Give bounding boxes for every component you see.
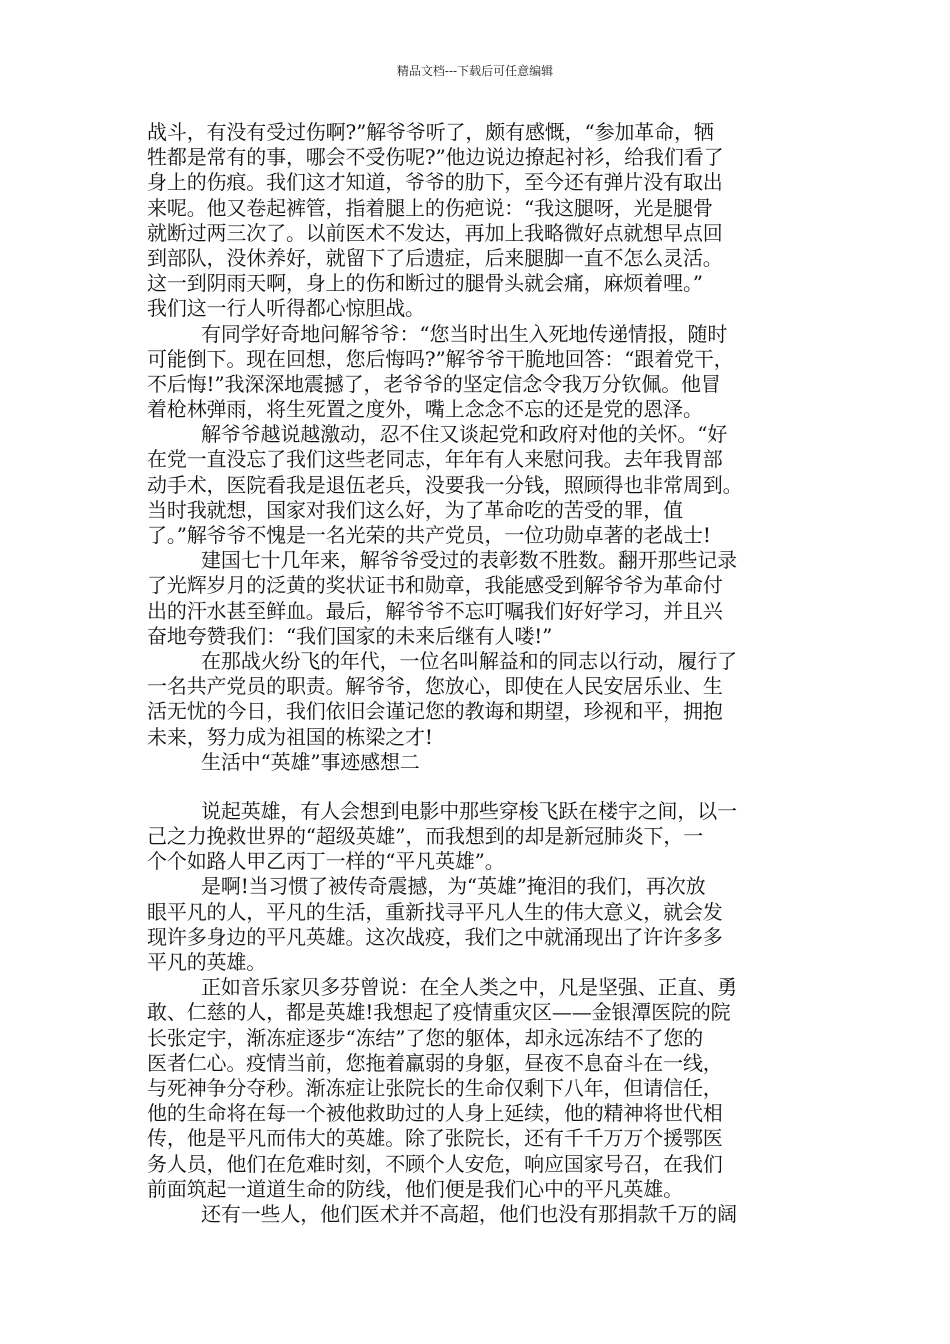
- text-line: 务人员，他们在危难时刻，不顾个人安危，响应国家号召，在我们: [147, 1151, 723, 1176]
- text-line: 动手术，医院看我是退伍老兵，没要我一分钱，照顾得也非常周到。: [147, 472, 743, 497]
- text-line: 一名共产党员的职责。解爷爷，您放心，即使在人民安居乐业、生: [147, 674, 723, 699]
- text-line: 当时我就想，国家对我们这么好，为了革命吃的苦受的罪，值: [147, 497, 683, 522]
- text-line: 我们这一行人听得都心惊胆战。: [147, 296, 425, 321]
- text-line: 说起英雄，有人会想到电影中那些穿梭飞跃在楼宇之间，以一: [201, 798, 737, 823]
- page-header: 精品文档---下载后可任意编辑: [396, 64, 554, 78]
- text-line: 到部队，没休养好，就留下了后遗症，后来腿脚一直不怎么灵活。: [147, 245, 723, 270]
- text-line: 传，他是平凡而伟大的英雄。除了张院长，还有千千万万个援鄂医: [147, 1126, 723, 1151]
- text-line: 未来，努力成为祖国的栋梁之才!: [147, 724, 433, 749]
- text-line: 建国七十几年来，解爷爷受过的表彰数不胜数。翻开那些记录: [201, 548, 737, 573]
- text-line: 战斗，有没有受过伤啊?”解爷爷听了，颇有感慨，“参加革命，牺: [147, 120, 714, 144]
- blank-line: [147, 775, 819, 799]
- text-line: 身上的伤痕。我们这才知道，爷爷的肋下，至今还有弹片没有取出: [147, 170, 723, 195]
- text-line: 来呢。他又卷起裤管，指着腿上的伤疤说：“我这腿呀，光是腿骨: [147, 195, 713, 220]
- text-line: 在那战火纷飞的年代，一位名叫解益和的同志以行动，履行了: [201, 648, 737, 673]
- text-line: 有同学好奇地问解爷爷：“您当时出生入死地传递情报，随时: [201, 321, 728, 346]
- text-line: 是啊!当习惯了被传奇震撼，为“英雄”掩泪的我们，再次放: [201, 874, 706, 899]
- text-line: 医者仁心。疫情当前，您拖着羸弱的身躯，昼夜不息奋斗在一线，: [147, 1050, 723, 1075]
- text-line: 解爷爷越说越激动，忍不住又谈起党和政府对他的关怀。“好: [201, 422, 728, 447]
- document-body: [147, 120, 819, 1227]
- text-line: 了光辉岁月的泛黄的奖状证书和勋章，我能感受到解爷爷为革命付: [147, 573, 723, 598]
- essay-section-one: [147, 120, 819, 750]
- section-title: 生活中“英雄”事迹感想二: [201, 749, 420, 774]
- text-line: 现许多身边的平凡英雄。这次战疫，我们之中就涌现出了许许多多: [147, 924, 723, 949]
- text-line: 还有一些人，他们医术并不高超，他们也没有那捐款千万的阔: [201, 1201, 737, 1226]
- text-line: 了。”解爷爷不愧是一名光荣的共产党员，一位功勋卓著的老战士!: [147, 523, 711, 547]
- text-line: 前面筑起一道道生命的防线，他们便是我们心中的平凡英雄。: [147, 1176, 683, 1201]
- text-line: 在党一直没忘了我们这些老同志，年年有人来慰问我。去年我胃部: [147, 447, 723, 472]
- text-line: 正如音乐家贝多芬曾说：在全人类之中，凡是坚强、正直、勇: [201, 975, 737, 1000]
- essay-section-two: [147, 799, 819, 1227]
- text-line: 就断过两三次了。以前医术不发达，再加上我略微好点就想早点回: [147, 220, 723, 245]
- text-line: 他的生命将在每一个被他救助过的人身上延续，他的精神将世代相: [147, 1101, 723, 1126]
- text-line: 出的汗水甚至鲜血。最后，解爷爷不忘叮嘱我们好好学习，并且兴: [147, 598, 723, 623]
- text-line: 着枪林弹雨，将生死置之度外，嘴上念念不忘的还是党的恩泽。: [147, 397, 703, 422]
- text-line: 己之力挽救世界的“超级英雄”，而我想到的却是新冠肺炎下，一: [147, 824, 704, 849]
- text-line: 可能倒下。现在回想，您后悔吗?”解爷爷干脆地回答：“跟着党干，: [147, 346, 734, 371]
- text-line: 眼平凡的人，平凡的生活，重新找寻平凡人生的伟大意义，就会发: [147, 899, 723, 924]
- text-line: 与死神争分夺秒。渐冻症让张院长的生命仅剩下八年，但请信任，: [147, 1075, 723, 1100]
- text-line: 奋地夸赞我们：“我们国家的未来后继有人喽!”: [147, 623, 553, 648]
- text-line: 这一到阴雨天啊，身上的伤和断过的腿骨头就会痛，麻烦着哩。”: [147, 271, 703, 296]
- text-line: 敢、仁慈的人，都是英雄!我想起了疫情重灾区——金银潭医院的院: [147, 1000, 731, 1025]
- text-line: 个个如路人甲乙丙丁一样的“平凡英雄”。: [147, 849, 505, 874]
- text-line: 平凡的英雄。: [147, 950, 267, 974]
- text-line: 牲都是常有的事，哪会不受伤呢?”他边说边撩起衬衫，给我们看了: [147, 145, 724, 170]
- text-line: 不后悔!”我深深地震撼了，老爷爷的坚定信念令我万分钦佩。他冒: [147, 371, 721, 396]
- text-line: 活无忧的今日，我们依旧会谨记您的教诲和期望，珍视和平，拥抱: [147, 699, 723, 724]
- text-line: 长张定宇，渐冻症逐步“冻结”了您的躯体，却永远冻结不了您的: [147, 1025, 704, 1050]
